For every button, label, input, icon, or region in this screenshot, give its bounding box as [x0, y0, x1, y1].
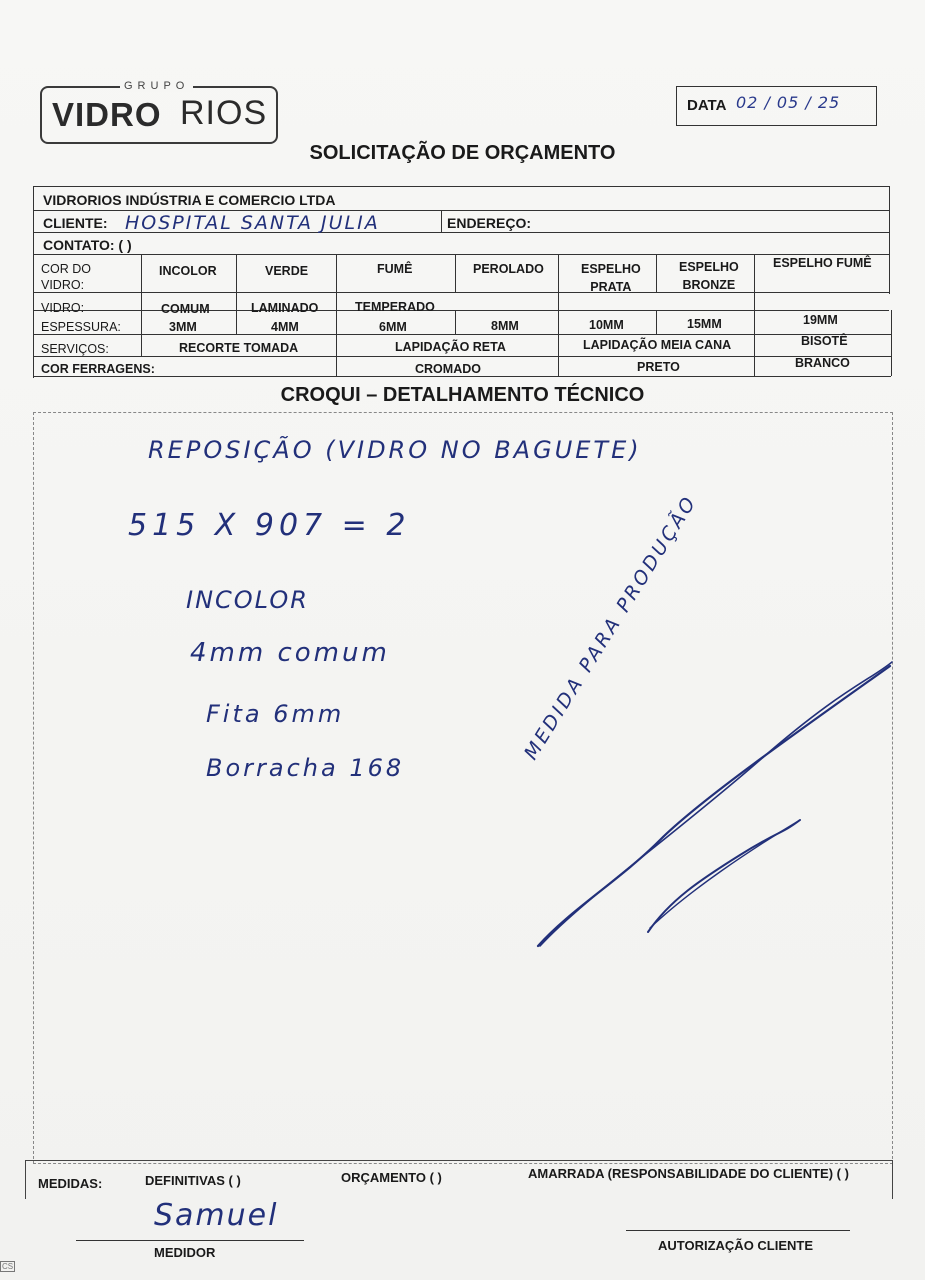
company-name: VIDRORIOS INDÚSTRIA E COMERCIO LTDA: [43, 192, 336, 208]
autorizacao-line: [626, 1230, 850, 1231]
option-lapidacao-reta[interactable]: LAPIDAÇÃO RETA: [395, 340, 506, 354]
scanner-mark: CS: [2, 1262, 14, 1271]
option-6mm[interactable]: 6MM: [379, 320, 407, 334]
order-form-table: [33, 186, 891, 378]
sketch-line-incolor: INCOLOR: [186, 586, 309, 614]
option-15mm[interactable]: 15MM: [687, 317, 722, 331]
logo-vidro-text: VIDRO: [52, 96, 162, 133]
option-recorte-tomada[interactable]: RECORTE TOMADA: [179, 341, 299, 355]
cor-vidro-label-2: VIDRO:: [41, 278, 85, 292]
client-value[interactable]: HOSPITAL SANTA JULIA: [125, 212, 380, 234]
option-espelho-fume[interactable]: ESPELHO FUMÊ: [773, 256, 872, 270]
date-label: DATA: [687, 97, 727, 114]
option-laminado[interactable]: LAMINADO: [251, 301, 319, 315]
cor-vidro-label-1: COR DO: [41, 262, 91, 276]
espessura-label: ESPESSURA:: [41, 320, 121, 334]
option-8mm[interactable]: 8MM: [491, 319, 519, 333]
sketch-line-borracha: Borracha 168: [206, 754, 405, 782]
option-verde[interactable]: VERDE: [265, 264, 309, 278]
option-3mm[interactable]: 3MM: [169, 320, 197, 334]
medidor-label: MEDIDOR: [154, 1245, 216, 1260]
sketch-line-espessura: 4mm comum: [190, 638, 390, 668]
signature: Samuel: [154, 1198, 279, 1233]
ferragens-label: COR FERRAGENS:: [41, 362, 155, 376]
option-bisote[interactable]: BISOTÊ: [801, 334, 848, 348]
address-label: ENDEREÇO:: [447, 215, 532, 231]
servicos-label: SERVIÇOS:: [41, 342, 109, 356]
sketch-line-dimensions: 515 X 907 = 2: [128, 508, 411, 543]
option-cromado[interactable]: CROMADO: [415, 362, 481, 376]
option-perolado[interactable]: PEROLADO: [473, 262, 544, 276]
sketch-line-reposicao: REPOSIÇÃO (VIDRO NO BAGUETE): [148, 436, 642, 464]
option-incolor[interactable]: INCOLOR: [159, 264, 217, 278]
option-fume[interactable]: FUMÊ: [377, 262, 413, 276]
option-temperado[interactable]: TEMPERADO: [355, 300, 435, 314]
option-lapidacao-meia-cana[interactable]: LAPIDAÇÃO MEIA CANA: [583, 338, 732, 352]
date-value: 02 / 05 / 25: [736, 93, 841, 112]
vidro-label: VIDRO:: [41, 301, 85, 315]
sketch-arrow-stroke: [500, 640, 920, 970]
option-19mm[interactable]: 19MM: [803, 313, 838, 327]
logo-group-text: GRUPO: [120, 80, 193, 92]
option-preto[interactable]: PRETO: [637, 360, 680, 374]
contact-label: CONTATO: ( ): [43, 237, 132, 253]
medidas-label: MEDIDAS:: [38, 1176, 103, 1191]
option-espelho-bronze[interactable]: ESPELHO BRONZE: [679, 260, 739, 292]
sketch-line-fita: Fita 6mm: [206, 700, 345, 728]
option-orcamento[interactable]: ORÇAMENTO ( ): [341, 1170, 442, 1185]
sketch-title: CROQUI – DETALHAMENTO TÉCNICO: [280, 384, 645, 406]
option-4mm[interactable]: 4MM: [271, 320, 299, 334]
option-amarrada[interactable]: AMARRADA (RESPONSABILIDADE DO CLIENTE) ( ): [528, 1166, 849, 1181]
medidor-line: [76, 1240, 304, 1241]
client-label: CLIENTE:: [43, 215, 108, 231]
option-espelho-prata[interactable]: ESPELHO PRATA: [581, 262, 641, 294]
option-branco[interactable]: BRANCO: [795, 356, 850, 370]
option-10mm[interactable]: 10MM: [589, 318, 624, 332]
logo-rios-text: RIOS: [180, 94, 268, 132]
autorizacao-label: AUTORIZAÇÃO CLIENTE: [658, 1238, 814, 1253]
sketch-annotation: MEDIDA PARA PRODUÇÃO: [520, 491, 702, 764]
option-definitivas[interactable]: DEFINITIVAS ( ): [145, 1173, 241, 1188]
option-comum[interactable]: COMUM: [161, 302, 210, 316]
page-title: SOLICITAÇÃO DE ORÇAMENTO: [309, 142, 616, 164]
